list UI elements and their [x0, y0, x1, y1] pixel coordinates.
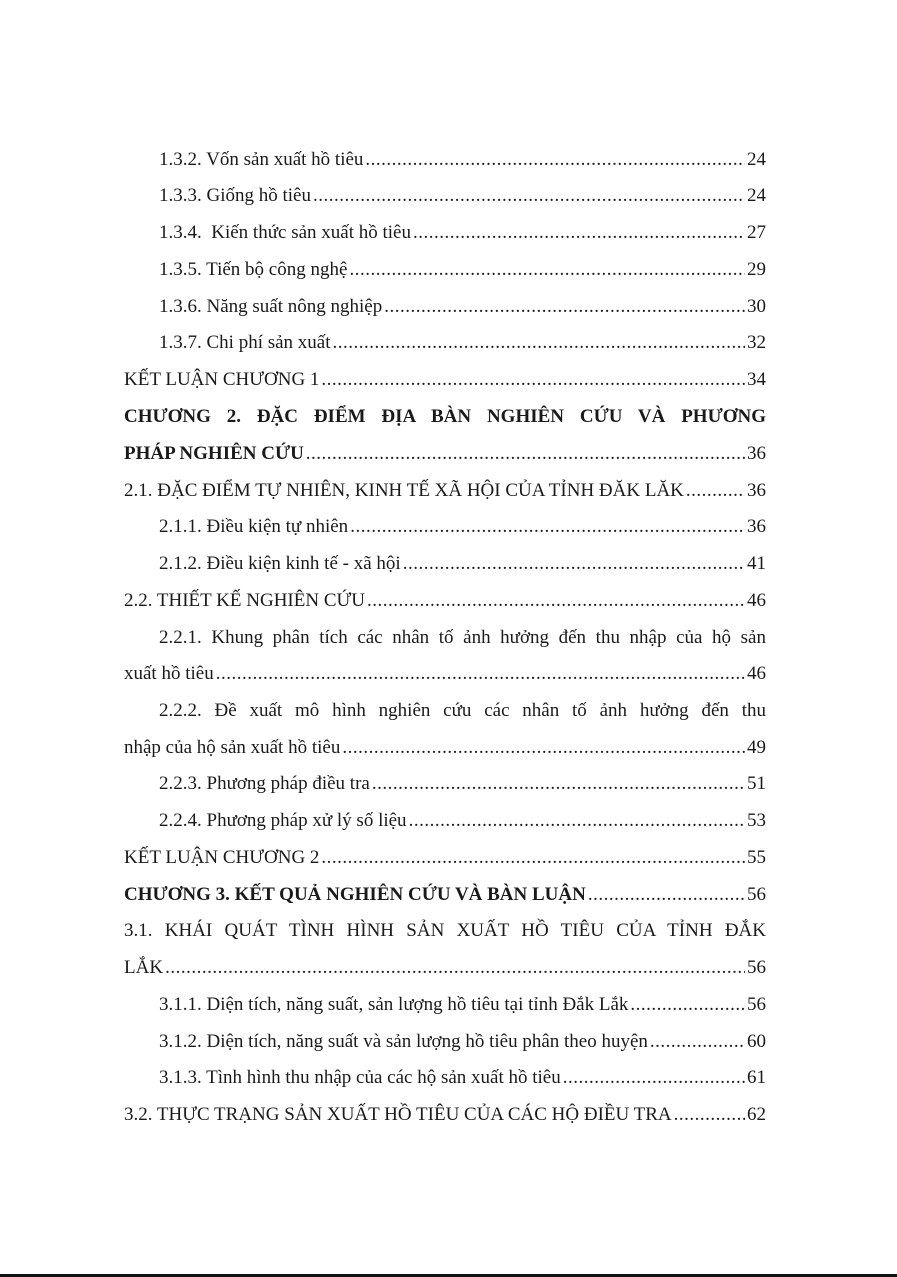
- toc-entry-title: 2.1.1. Điều kiện tự nhiên: [159, 516, 349, 537]
- toc-page-number: 55: [747, 847, 766, 868]
- toc-entry-title: 1.3.4. Kiến thức sản xuất hồ tiêu: [159, 222, 411, 243]
- toc-leader-dots: [403, 552, 745, 576]
- toc-leader-dots: [384, 295, 745, 319]
- toc-entry[interactable]: [159, 1028, 766, 1054]
- toc-entry[interactable]: [124, 477, 766, 503]
- toc-leader-dots: [306, 442, 745, 466]
- toc-entry[interactable]: [124, 660, 766, 686]
- toc-page-number: 61: [747, 1067, 766, 1088]
- toc-entry-title: 2.1.2. Điều kiện kinh tế - xã hội: [159, 553, 401, 574]
- toc-page-number: 41: [747, 553, 766, 574]
- toc-entry-title: 1.3.6. Năng suất nông nghiệp: [159, 296, 383, 317]
- toc-entry[interactable]: [159, 550, 766, 576]
- toc-entry-title: 3.2. THỰC TRẠNG SẢN XUẤT HỒ TIÊU CỦA CÁC HỘ ĐIỀU TRA: [124, 1104, 672, 1125]
- toc-chapter-heading[interactable]: [124, 403, 766, 429]
- toc-leader-dots: [333, 331, 745, 355]
- toc-entry-title: xuất hồ tiêu: [124, 663, 214, 684]
- toc-entry[interactable]: [124, 366, 766, 392]
- toc-leader-dots: [409, 809, 745, 833]
- toc-page-number: 56: [747, 994, 766, 1015]
- toc-entry-title: 3.1. KHÁI QUÁT TÌNH HÌNH SẢN XUẤT HỒ TIÊU CỦA TỈNH ĐẮK: [124, 920, 766, 941]
- toc-leader-dots: [588, 883, 745, 907]
- toc-leader-dots: [216, 662, 745, 686]
- toc-page-number: 53: [747, 810, 766, 831]
- toc-page-number: 36: [747, 443, 766, 464]
- toc-entry-wrapped[interactable]: [124, 917, 766, 943]
- toc-entry-title: nhập của hộ sản xuất hồ tiêu: [124, 737, 341, 758]
- toc-entry[interactable]: [159, 770, 766, 796]
- toc-entry-title: KẾT LUẬN CHƯƠNG 1: [124, 369, 320, 390]
- toc-entry-title: 2.2.1. Khung phân tích các nhân tố ảnh hưởng đến thu nhập của hộ sản: [159, 627, 766, 648]
- toc-leader-dots: [686, 479, 745, 503]
- toc-page-number: 30: [747, 296, 766, 317]
- toc-page-number: 34: [747, 369, 766, 390]
- toc-entry-title: CHƯƠNG 3. KẾT QUẢ NGHIÊN CỨU VÀ BÀN LUẬN: [124, 884, 586, 905]
- toc-page-number: 36: [747, 516, 766, 537]
- toc-entry-title: 2.2.4. Phương pháp xử lý số liệu: [159, 810, 407, 831]
- toc-page-number: 46: [747, 663, 766, 684]
- toc-page-number: 56: [747, 957, 766, 978]
- toc-entry-title: 2.2.2. Đề xuất mô hình nghiên cứu các nhân tố ảnh hưởng đến thu: [159, 700, 766, 721]
- toc-leader-dots: [563, 1066, 745, 1090]
- toc-leader-dots: [165, 956, 745, 980]
- toc-entry[interactable]: [124, 587, 766, 613]
- toc-leader-dots: [650, 1030, 745, 1054]
- toc-entry[interactable]: [124, 1101, 766, 1127]
- toc-entry[interactable]: [159, 807, 766, 833]
- toc-leader-dots: [630, 993, 745, 1017]
- toc-entry[interactable]: [124, 734, 766, 760]
- toc-entry-title: 2.2.3. Phương pháp điều tra: [159, 773, 370, 794]
- toc-leader-dots: [372, 772, 745, 796]
- toc-page-number: 60: [747, 1031, 766, 1052]
- toc-page-number: 36: [747, 480, 766, 501]
- toc-page-number: 24: [747, 149, 766, 170]
- toc-page-number: 29: [747, 259, 766, 280]
- toc-leader-dots: [313, 184, 745, 208]
- toc-entry[interactable]: [159, 513, 766, 539]
- toc-entry-title: 2.2. THIẾT KẾ NGHIÊN CỨU: [124, 590, 365, 611]
- toc-page-number: 46: [747, 590, 766, 611]
- toc-entry-title: 1.3.3. Giống hồ tiêu: [159, 185, 311, 206]
- toc-page-number: 49: [747, 737, 766, 758]
- toc-leader-dots: [321, 368, 745, 392]
- toc-leader-dots: [342, 736, 745, 760]
- toc-page-number: 62: [747, 1104, 766, 1125]
- toc-entry[interactable]: [159, 1064, 766, 1090]
- toc-entry-title: CHƯƠNG 2. ĐẶC ĐIỂM ĐỊA BÀN NGHIÊN CỨU VÀ PHƯƠNG: [124, 406, 766, 427]
- toc-entry-wrapped[interactable]: [159, 624, 766, 650]
- toc-page-number: 27: [747, 222, 766, 243]
- toc-entry[interactable]: [159, 329, 766, 355]
- toc-entry-title: 3.1.2. Diện tích, năng suất và sản lượng hồ tiêu phân theo huyện: [159, 1031, 648, 1052]
- toc-page-number: 56: [747, 884, 766, 905]
- toc-entry-wrapped[interactable]: [159, 697, 766, 723]
- toc-leader-dots: [367, 589, 745, 613]
- toc-entry[interactable]: [124, 440, 766, 466]
- toc-entry[interactable]: [159, 991, 766, 1017]
- toc-entry[interactable]: [159, 219, 766, 245]
- toc-entry-title: 1.3.7. Chi phí sản xuất: [159, 332, 331, 353]
- toc-entry-title: 3.1.1. Diện tích, năng suất, sản lượng hồ tiêu tại tỉnh Đắk Lắk: [159, 994, 629, 1015]
- toc-entry-title: KẾT LUẬN CHƯƠNG 2: [124, 847, 320, 868]
- toc-entry[interactable]: [124, 844, 766, 870]
- toc-leader-dots: [349, 258, 745, 282]
- toc-leader-dots: [413, 221, 745, 245]
- toc-entry-title: 1.3.5. Tiến bộ công nghệ: [159, 259, 348, 280]
- toc-leader-dots: [321, 846, 745, 870]
- toc-entry-title: 3.1.3. Tình hình thu nhập của các hộ sản xuất hồ tiêu: [159, 1067, 561, 1088]
- toc-entry[interactable]: [159, 146, 766, 172]
- toc-entry[interactable]: [159, 293, 766, 319]
- toc-entry[interactable]: [159, 256, 766, 282]
- toc-leader-dots: [365, 148, 745, 172]
- toc-page-number: 51: [747, 773, 766, 794]
- toc-entry-title: PHÁP NGHIÊN CỨU: [124, 443, 304, 464]
- toc-entry-title: LẮK: [124, 957, 164, 978]
- toc-leader-dots: [350, 515, 745, 539]
- toc-page-number: 32: [747, 332, 766, 353]
- toc-page-number: 24: [747, 185, 766, 206]
- toc-entry-title: 2.1. ĐẶC ĐIỂM TỰ NHIÊN, KINH TẾ XÃ HỘI CỦA TỈNH ĐĂK LĂK: [124, 480, 684, 501]
- toc-entry[interactable]: [124, 954, 766, 980]
- toc-entry-title: 1.3.2. Vốn sản xuất hồ tiêu: [159, 149, 364, 170]
- toc-leader-dots: [674, 1103, 745, 1127]
- toc-entry[interactable]: [159, 182, 766, 208]
- toc-entry[interactable]: [124, 881, 766, 907]
